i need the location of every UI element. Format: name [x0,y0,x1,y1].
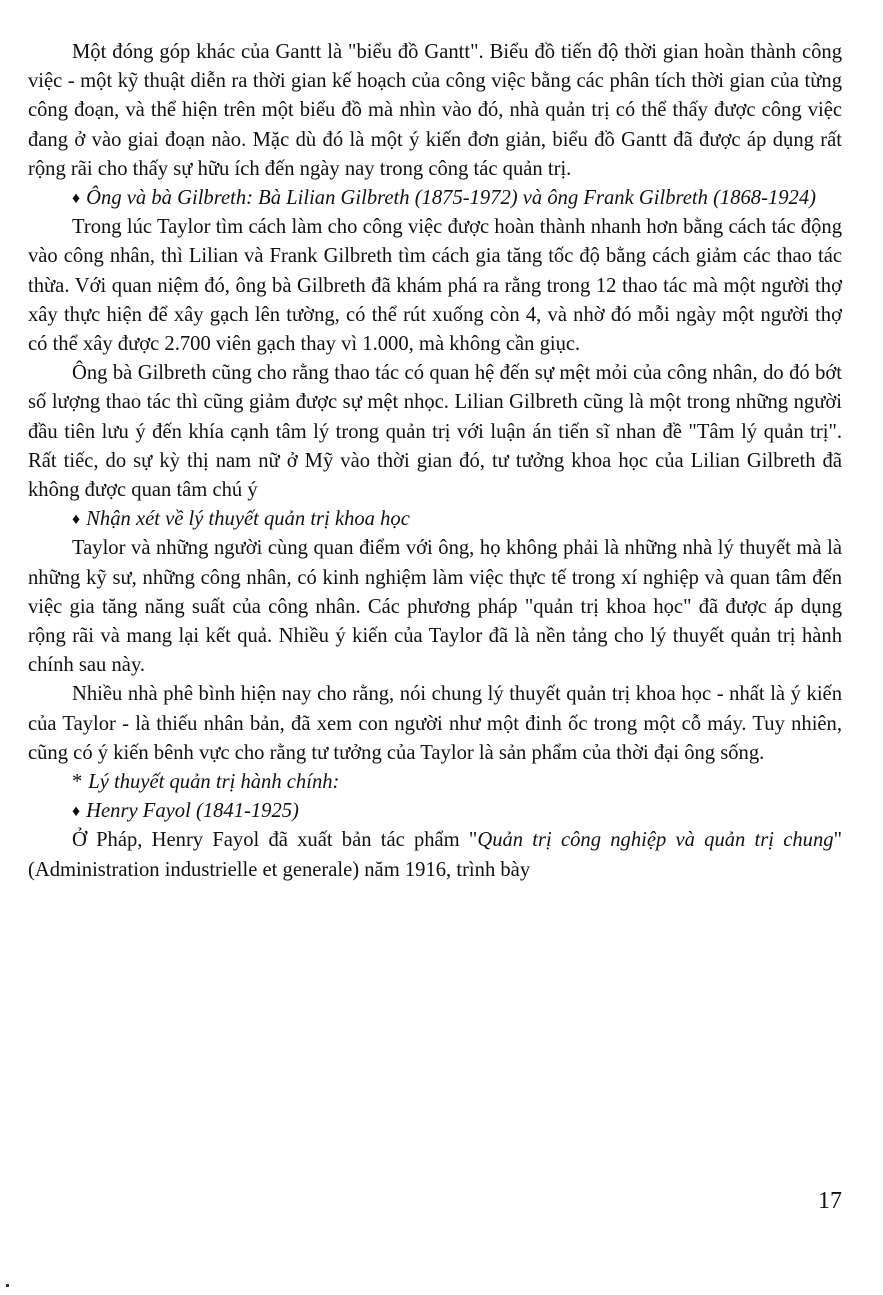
heading-fayol-text: Henry Fayol (1841-1925) [86,800,299,823]
paragraph-gantt-chart: Một đóng góp khác của Gantt là "biểu đồ Gantt". Biểu đồ tiến độ thời gian hoàn thành công việc - một kỹ thuật diễn ra thời gian kế hoạch của công việc bằng các phân tích thời gian của từng công đoạn, và thể hiện trên một biểu đồ mà nhìn vào đó, nhà quản trị có thể thấy được công việc đang ở vào giai đoạn nào. Mặc dù đó là một ý kiến đơn giản, biểu đồ Gantt đã được áp dụng rất rộng rãi cho thấy sự hữu ích đến ngày nay trong công tác quản trị. [28,41,842,180]
paragraph-gilbreth-fatigue: Ông bà Gilbreth cũng cho rằng thao tác có quan hệ đến sự mệt mỏi của công nhân, do đó bớt số lượng thao tác thì cũng giảm được sự mệt nhọc. Lilian Gilbreth cũng là một trong những người đầu tiên lưu ý đến khía cạnh tâm lý trong quản trị với luận án tiến sĩ nhan đề "Tâm lý quản trị". Rất tiếc, do sự kỳ thị nam nữ ở Mỹ vào thời gian đó, tư tưởng khoa học của Lilian Gilbreth đã không được quan tâm chú ý [28,362,842,502]
heading-review-text: Nhận xét về lý thuyết quản trị khoa học [86,508,410,531]
page-body [28,38,842,885]
heading-gilbreth [28,184,842,213]
scan-speck [6,1284,9,1287]
fayol-text-before: Ở Pháp, Henry Fayol đã xuất bản tác phẩm " [72,829,478,852]
paragraph-fayol [28,826,842,884]
heading-scientific-management-review [28,505,842,534]
paragraph-taylor-engineers: Taylor và những người cùng quan điểm với ông, họ không phải là những nhà lý thuyết mà là những kỹ sư, những công nhân, có kinh nghiệm làm việc thực tế trong xí nghiệp và quan tâm đến việc gia tăng năng suất của công nhân. Các phương pháp "quản trị khoa học" đã được áp dụng rộng rãi và mang lại kết quả. Nhiều ý kiến của Taylor đã là nền tảng cho lý thuyết quản trị hành chính sau này. [28,537,842,677]
asterisk-bullet-icon: * [72,771,83,794]
fayol-text-after: " (Administration industrielle et generale) năm 1916, trình bày [28,829,842,881]
diamond-bullet-icon: ♦ [72,190,81,208]
heading-administrative-text: Lý thuyết quản trị hành chính: [88,771,340,794]
heading-administrative-theory [28,768,842,797]
paragraph-gilbreth-motion: Trong lúc Taylor tìm cách làm cho công việc được hoàn thành nhanh hơn bằng cách tác động vào công nhân, thì Lilian và Frank Gilbreth tìm cách gia tăng tốc độ bằng cách giảm các thao tác thừa. Với quan niệm đó, ông bà Gilbreth đã khám phá ra rằng trong 12 thao tác mà một người thợ xây thực hiện để xây gạch lên tường, có thể rút xuống còn 4, và nhờ đó mỗi ngày một người thợ có thể xây được 2.700 viên gạch thay vì 1.000, mà không cần giục. [28,216,842,356]
heading-henry-fayol [28,797,842,826]
page-number: 17 [818,1188,842,1214]
heading-gilbreth-text: Ông và bà Gilbreth: Bà Lilian Gilbreth (1875-1972) và ông Frank Gilbreth (1868-1924) [86,187,817,210]
diamond-bullet-icon: ♦ [72,511,81,529]
diamond-bullet-icon: ♦ [72,803,81,821]
fayol-book-title: Quản trị công nghiệp và quản trị chung [477,829,834,852]
paragraph-critics: Nhiều nhà phê bình hiện nay cho rằng, nói chung lý thuyết quản trị khoa học - nhất là ý kiến của Taylor - là thiếu nhân bản, đã xem con người như một đinh ốc trong một cỗ máy. Tuy nhiên, cũng có ý kiến bênh vực cho rằng tư tưởng của Taylor là sản phẩm của thời đại ông sống. [28,683,842,764]
